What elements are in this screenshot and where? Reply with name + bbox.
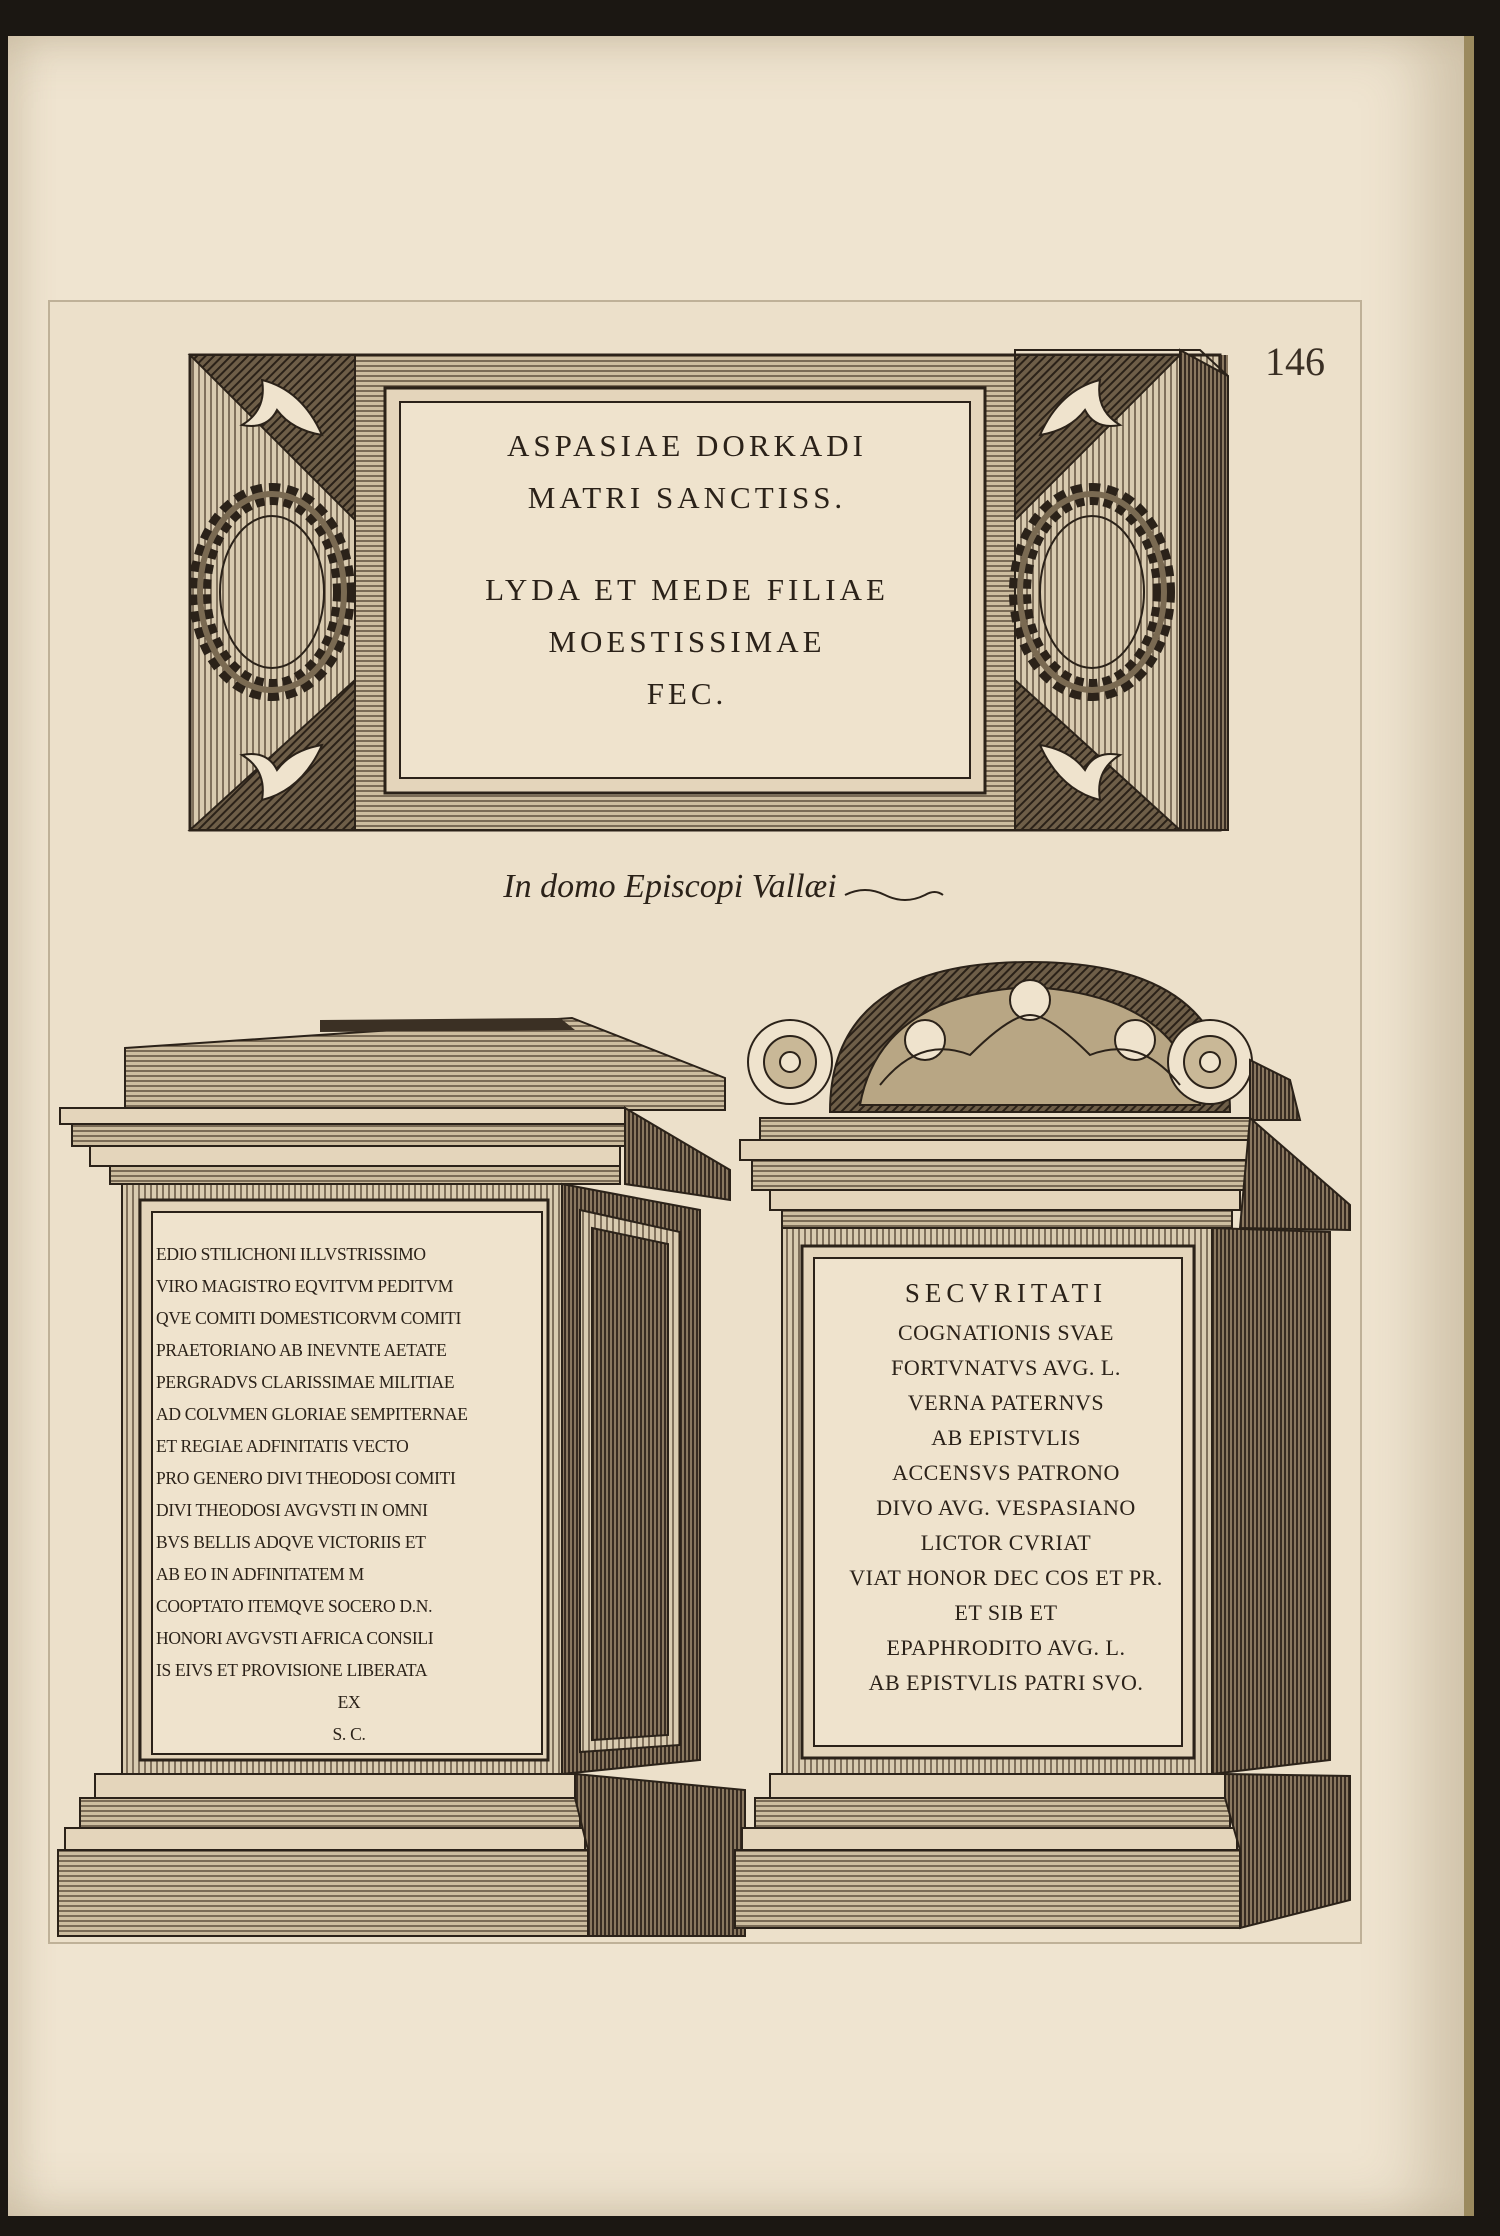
inscription-line: COOPTATO ITEMQVE SOCERO D.N. [156,1596,433,1616]
inscription-line: FEC. [646,676,728,711]
inscription-line: DIVI THEODOSI AVGVSTI IN OMNI [156,1500,428,1520]
right-wreath [1020,494,1164,690]
inscription-line: BVS BELLIS ADQVE VICTORIIS ET [156,1532,426,1552]
page-number: 146 [1265,339,1325,384]
inscription-line: DIVO AVG. VESPASIANO [876,1495,1136,1520]
inscription-line: AD COLVMEN GLORIAE SEMPITERNAE [156,1404,468,1424]
inscription-line: ET SIB ET [954,1600,1058,1625]
inscription-line: LYDA ET MEDE FILIAE [485,572,889,607]
inscription-line: LICTOR CVRIAT [920,1530,1092,1555]
inscription-line: ACCENSVS PATRONO [892,1460,1120,1485]
inscription-line: VIAT HONOR DEC COS ET PR. [849,1565,1163,1590]
inscription-line: AB EO IN ADFINITATEM M [156,1564,364,1584]
inscription-line: MATRI SANCTISS. [527,480,847,515]
inscription-line: AB EPISTVLIS PATRI SVO. [868,1670,1144,1695]
right-inscription [818,1276,1194,1700]
left-wreath [200,494,344,690]
inscription-line: COGNATIONIS SVAE [897,1320,1114,1345]
inscription-line: IS EIVS ET PROVISIONE LIBERATA [156,1660,428,1680]
plate-caption: In domo Episcopi Vallæi [503,868,837,905]
inscription-line: S. C. [332,1724,366,1744]
inscription-line: PRO GENERO DIVI THEODOSI COMITI [156,1468,456,1488]
inscription-line: AB EPISTVLIS [931,1425,1081,1450]
top-inscription [402,420,972,720]
inscription-line: FORTVNATVS AVG. L. [891,1355,1121,1380]
inscription-line: QVE COMITI DOMESTICORVM COMITI [156,1308,462,1328]
inscription-line: EDIO STILICHONI ILLVSTRISSIMO [156,1244,426,1264]
inscription-line: ASPASIAE DORKADI [507,428,867,463]
inscription-line: VERNA PATERNVS [907,1390,1105,1415]
inscription-line: EX [337,1692,361,1712]
inscription-line: VIRO MAGISTRO EQVITVM PEDITVM [156,1276,454,1296]
inscription-line: SECVRITATI [904,1278,1108,1308]
inscription-line: PERGRADVS CLARISSIMAE MILITIAE [156,1372,455,1392]
inscription-line: PRAETORIANO AB INEVNTE AETATE [156,1340,447,1360]
left-inscription [156,1238,542,1750]
inscription-line: EPAPHRODITO AVG. L. [886,1635,1126,1660]
inscription-line: ET REGIAE ADFINITATIS VECTO [156,1436,409,1456]
inscription-line: HONORI AVGVSTI AFRICA CONSILI [156,1628,434,1648]
inscription-line: MOESTISSIMAE [548,624,826,659]
